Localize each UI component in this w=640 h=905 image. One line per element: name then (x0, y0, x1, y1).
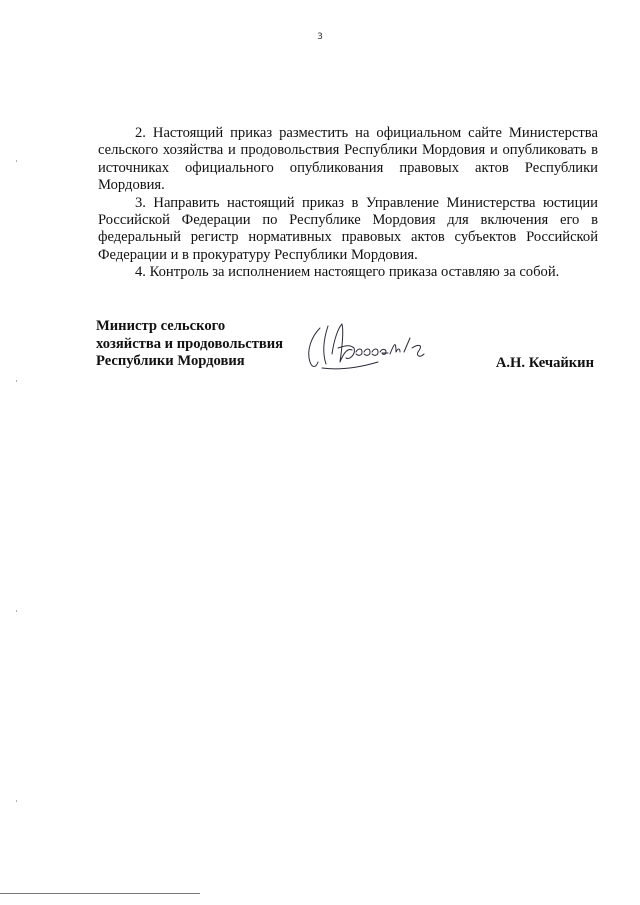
signatory-title-line-2: хозяйства и продовольствия (96, 335, 284, 352)
scan-margin-mark (16, 610, 17, 612)
paragraph-2: 2. Настоящий приказ разместить на официальном сайте Министерства сельского хозяйства и продовольствия Республики Мордовия и опубликовать в источниках официального опубликования правовых актов Республики Мордовия. (98, 125, 598, 194)
signatory-title (96, 318, 283, 371)
signer-name: А.Н. Кечайкин (495, 355, 594, 371)
signatory-title-line-3: Республики Мордовия (96, 353, 245, 370)
scan-margin-mark (16, 160, 17, 162)
scan-margin-mark (16, 800, 17, 802)
scan-margin-mark (16, 380, 17, 382)
signatory-title-line-1: Министр сельского (96, 318, 226, 334)
page-number: 3 (317, 32, 323, 42)
paragraph-3: 3. Направить настоящий приказ в Управление Министерства юстиции Российской Федерации по Республике Мордовия для включения его в федеральный регистр нормативных правовых актов субъектов Российской Федерации и в прокуратуру Республики Мордовия. (98, 194, 598, 263)
paragraph-4: 4. Контроль за исполнением настоящего приказа оставляю за собой. (135, 264, 560, 281)
handwritten-signature (298, 318, 430, 376)
document-body (98, 125, 598, 282)
scan-edge-line (0, 893, 200, 894)
